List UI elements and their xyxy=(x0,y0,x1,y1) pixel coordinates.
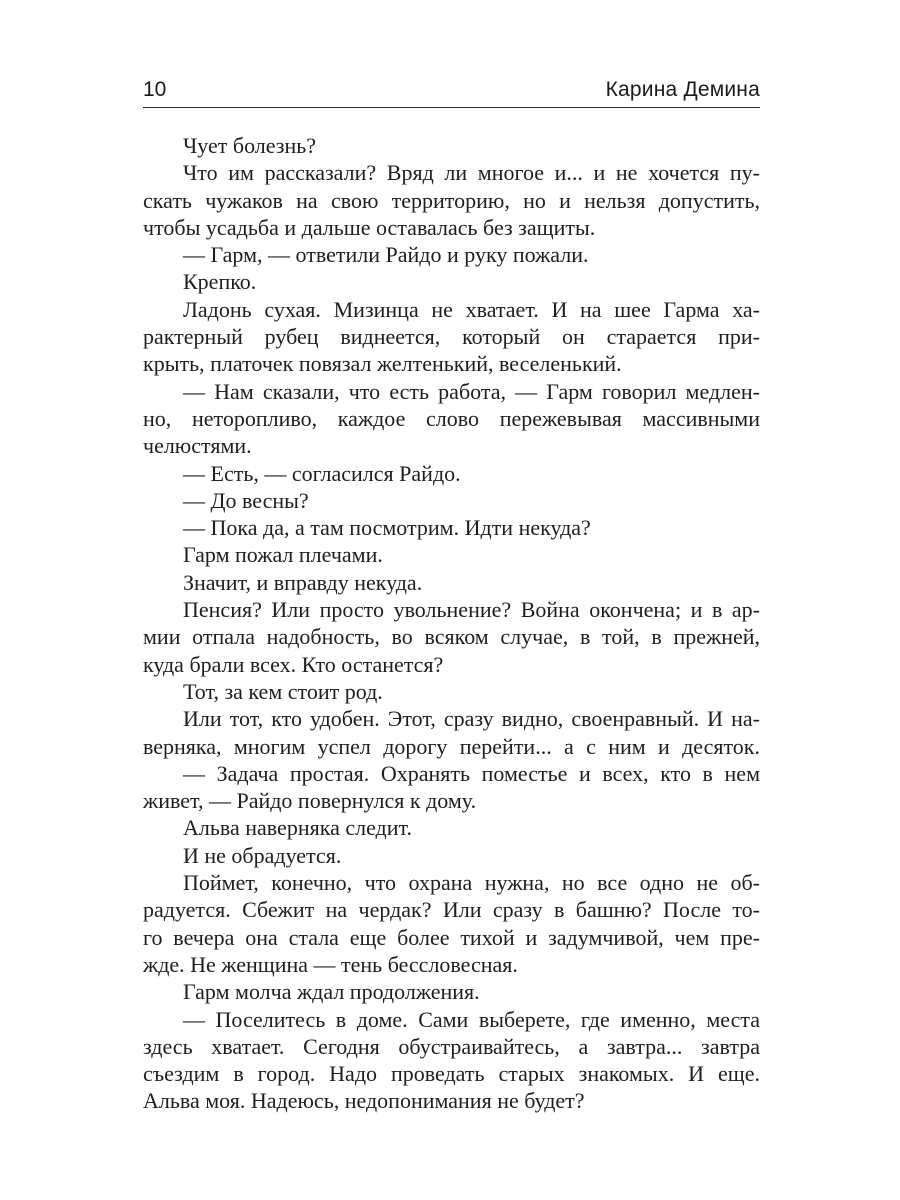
page-number: 10 xyxy=(143,78,167,101)
text-line: Поймет, конечно, что охрана нужна, но все одно не об- xyxy=(183,870,760,896)
text-line: Чует болезнь? xyxy=(183,133,317,158)
text-line: Значит, и вправду некуда. xyxy=(183,569,423,595)
running-title: Карина Демина xyxy=(605,78,760,101)
text-line: мии отпала надобность, во всяком случае, в той, в прежней, xyxy=(143,624,760,650)
text-line: жде. Не женщина — тень бессловесная. xyxy=(143,951,518,977)
text-line: съездим в город. Надо проведать старых знакомых. И еще. xyxy=(143,1061,760,1087)
text-line: крыть, платочек повязал желтенький, веселенький. xyxy=(143,351,622,377)
text-line: куда брали всех. Кто останется? xyxy=(143,651,444,677)
text-line: — Поселитесь в доме. Сами выберете, где именно, места xyxy=(183,1006,760,1032)
text-line: — Пока да, а там посмотрим. Идти некуда? xyxy=(183,515,591,541)
text-line: Что им рассказали? Вряд ли многое и... и не хочется пу- xyxy=(183,160,760,186)
text-line: живет, — Райдо повернулся к дому. xyxy=(143,788,477,814)
text-line: Альва наверняка следит. xyxy=(183,815,412,841)
text-line: Тот, за кем стоит род. xyxy=(183,678,383,704)
text-line: го вечера она стала еще более тихой и задумчивой, чем пре- xyxy=(143,924,760,950)
text-line: чтобы усадьба и дальше оставалась без защиты. xyxy=(143,214,596,240)
text-line: И не обрадуется. xyxy=(183,842,342,868)
text-line: Крепко. xyxy=(183,269,257,295)
text-line: Или тот, кто удобен. Этот, сразу видно, своенравный. И на- xyxy=(183,706,760,732)
text-line: — Есть, — согласился Райдо. xyxy=(183,460,461,486)
text-line: Гарм молча ждал продолжения. xyxy=(183,979,480,1005)
text-line: Пенсия? Или просто увольнение? Война окончена; и в ар- xyxy=(183,597,760,623)
text-line: скать чужаков на свою территорию, но и нельзя допустить, xyxy=(143,187,760,213)
text-line: Альва моя. Надеюсь, недопонимания не будет? xyxy=(143,1088,585,1114)
text-line: радуется. Сбежит на чердак? Или сразу в башню? После то- xyxy=(143,897,760,923)
text-line: — Нам сказали, что есть работа, — Гарм говорил медлен- xyxy=(183,378,760,404)
header-rule xyxy=(143,107,760,108)
text-line: Гарм пожал плечами. xyxy=(183,542,383,568)
text-line: верняка, многим успел дорогу перейти... а с ним и десяток. xyxy=(143,733,760,759)
text-line: но, неторопливо, каждое слово пережевывая массивными xyxy=(143,405,760,431)
text-line: — До весны? xyxy=(183,487,309,513)
text-line: рактерный рубец виднеется, который он старается при- xyxy=(143,324,760,350)
body-text xyxy=(143,132,760,1115)
page-header xyxy=(143,76,760,104)
text-line: Ладонь сухая. Мизинца не хватает. И на шее Гарма ха- xyxy=(183,296,760,322)
text-line: здесь хватает. Сегодня обустраивайтесь, а завтра... завтра xyxy=(143,1033,760,1059)
text-line: — Задача простая. Охранять поместье и всех, кто в нем xyxy=(183,760,760,786)
text-line: челюстями. xyxy=(143,433,252,459)
text-line: — Гарм, — ответили Райдо и руку пожали. xyxy=(183,242,589,268)
